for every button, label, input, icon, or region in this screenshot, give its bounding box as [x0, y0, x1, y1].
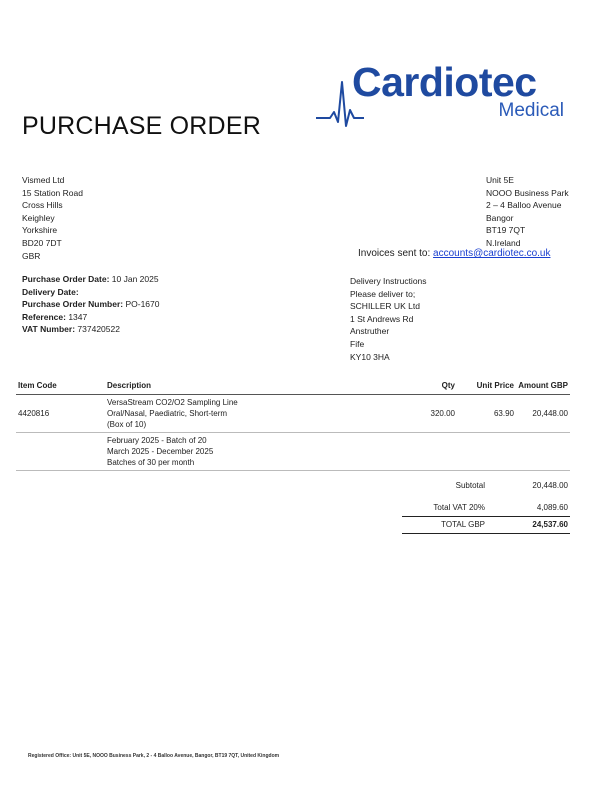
meta-label: Reference:: [22, 311, 66, 322]
delivery-line: KY10 3HA: [350, 351, 390, 362]
description-line: February 2025 - Batch of 20: [107, 436, 207, 445]
subtotal-value: 20,448.00: [532, 481, 568, 490]
address-line: Unit 5E: [486, 175, 514, 185]
meta-value: 1347: [68, 311, 88, 322]
meta-label: Purchase Order Number:: [22, 299, 124, 310]
column-header-qty: Qty: [441, 381, 455, 390]
logo-subtitle: Medical: [498, 100, 564, 121]
vat-label: Total VAT 20%: [433, 503, 485, 512]
delivery-line: Please deliver to;: [350, 288, 416, 299]
meta-row: [22, 323, 160, 336]
description-line: Batches of 30 per month: [107, 458, 195, 467]
delivery-instructions: [350, 275, 427, 363]
address-line: 15 Station Road: [22, 187, 83, 198]
description-line: VersaStream CO2/O2 Sampling Line: [107, 398, 238, 407]
row-amount: 20,448.00: [532, 409, 568, 418]
column-header-amount: Amount GBP: [518, 381, 568, 390]
logo-name: Cardiotec: [352, 59, 537, 105]
invoice-email-link[interactable]: accounts@cardiotec.co.uk: [433, 248, 551, 259]
total-value: 24,537.60: [532, 520, 568, 529]
meta-row: [22, 273, 160, 286]
meta-row: [22, 298, 160, 311]
address-line: GBR: [22, 250, 41, 261]
total-divider: [402, 516, 570, 517]
address-line: 2 – 4 Balloo Avenue: [486, 200, 562, 211]
company-logo: [316, 60, 576, 130]
description-line: (Box of 10): [107, 420, 147, 429]
address-line: BD20 7DT: [22, 237, 62, 248]
row-divider: [16, 432, 570, 433]
address-line: BT19 7QT: [486, 225, 526, 236]
meta-label: Purchase Order Date:: [22, 274, 110, 284]
invoice-contact: [358, 248, 550, 259]
column-header-unit-price: Unit Price: [476, 381, 514, 390]
order-meta: [22, 273, 160, 336]
column-header-item-code: Item Code: [18, 381, 57, 390]
address-line: NOOO Business Park: [486, 187, 569, 198]
meta-value: 737420522: [77, 324, 120, 335]
meta-value: 10 Jan 2025: [111, 274, 159, 284]
document-title: PURCHASE ORDER: [22, 112, 261, 140]
delivery-line: Anstruther: [350, 326, 390, 337]
meta-label: VAT Number:: [22, 324, 76, 335]
row-description: [107, 435, 213, 468]
description-line: Oral/Nasal, Paediatric, Short-term: [107, 409, 228, 418]
total-label: TOTAL GBP: [441, 520, 485, 529]
row-description: [107, 397, 238, 430]
meta-value: PO-1670: [125, 299, 160, 310]
row-divider: [16, 470, 570, 471]
row-qty: 320.00: [430, 409, 455, 418]
company-address: [486, 174, 569, 250]
address-line: N.Ireland: [486, 237, 521, 248]
delivery-line: SCHILLER UK Ltd: [350, 301, 420, 312]
meta-label: Delivery Date:: [22, 286, 79, 297]
supplier-address: [22, 174, 83, 262]
delivery-line: 1 St Andrews Rd: [350, 313, 414, 324]
header-divider: [16, 394, 570, 395]
footer-registered-office: Registered Office: Unit 5E, NOOO Business Park, 2 - 4 Balloo Avenue, Bangor, BT19 7QT, United Kingdom: [28, 753, 280, 759]
row-unit-price: 63.90: [493, 409, 514, 418]
meta-row: [22, 286, 160, 299]
vat-value: 4,089.60: [536, 503, 568, 512]
delivery-line: Fife: [350, 338, 365, 349]
address-line: Cross Hills: [22, 200, 63, 211]
column-header-description: Description: [107, 381, 152, 390]
total-underline: [402, 533, 570, 534]
invoice-label: Invoices sent to:: [358, 248, 431, 259]
address-line: Bangor: [486, 212, 514, 223]
description-line: March 2025 - December 2025: [107, 447, 214, 456]
address-line: Vismed Ltd: [22, 175, 65, 185]
subtotal-label: Subtotal: [455, 481, 485, 490]
address-line: Keighley: [22, 212, 55, 223]
delivery-line: Delivery Instructions: [350, 276, 427, 286]
meta-row: [22, 311, 160, 324]
row-item-code: 4420816: [18, 409, 50, 418]
address-line: Yorkshire: [22, 225, 58, 236]
